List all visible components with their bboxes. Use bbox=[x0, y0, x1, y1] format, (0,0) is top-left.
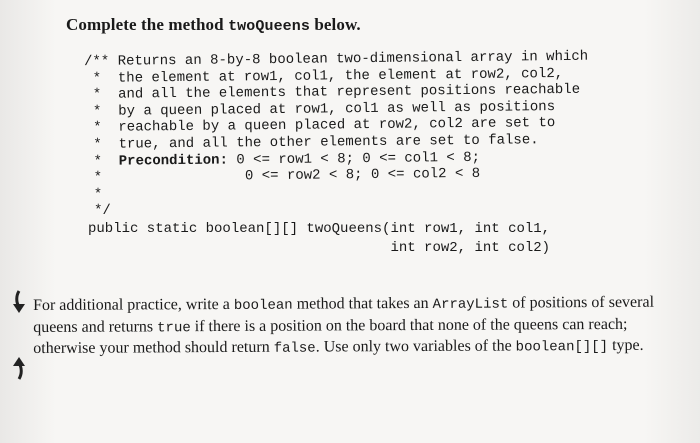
practice-text: of positions of several queens and returns bbox=[33, 293, 655, 336]
practice-text: type. bbox=[608, 336, 644, 354]
comment-line: * 0 <= row2 < 8; 0 <= col2 < 8 bbox=[85, 166, 481, 187]
comment-line: * the element at row1, col1, the element at row2, col2, bbox=[84, 65, 564, 87]
comment-line: */ bbox=[85, 203, 111, 220]
heading-method-name: twoQueens bbox=[228, 18, 310, 35]
arrow-up-icon bbox=[12, 356, 26, 380]
comment-line: * true, and all the other elements are set to false. bbox=[84, 132, 539, 153]
signature-line: public static boolean[][] twoQueens(int row1, int col1, bbox=[88, 221, 551, 237]
comment-line: * and all the elements that represent positions reachable bbox=[84, 81, 581, 104]
practice-code: true bbox=[157, 319, 191, 336]
heading-suffix: below. bbox=[309, 15, 361, 34]
method-signature bbox=[88, 220, 550, 258]
signature-line: int row2, int col2) bbox=[88, 240, 551, 256]
practice-paragraph bbox=[33, 293, 658, 361]
comment-line: * bbox=[85, 186, 120, 203]
comment-line: * by a queen placed at row1, col1 as well as positions bbox=[84, 98, 556, 120]
practice-text: if there is a position on the board that none of the queens can reach; otherwise your method should return bbox=[33, 315, 628, 357]
practice-code: boolean bbox=[233, 297, 293, 314]
practice-text: . Use only two variables of the bbox=[315, 337, 516, 356]
practice-text: method that takes an bbox=[292, 294, 433, 313]
precondition-label: Precondition: bbox=[118, 152, 229, 170]
heading-prefix: Complete the method bbox=[66, 15, 229, 34]
comment-line: * reachable by a queen placed at row2, col2 are set to bbox=[84, 115, 556, 137]
precondition-text: 0 <= row1 < 8; 0 <= col1 < 8; bbox=[227, 149, 481, 169]
practice-code: boolean[][] bbox=[515, 338, 609, 356]
practice-code: false bbox=[273, 340, 316, 357]
practice-text: For additional practice, write a bbox=[33, 295, 234, 314]
exercise-heading bbox=[66, 15, 361, 35]
practice-code: ArrayList bbox=[432, 296, 509, 313]
javadoc-comment bbox=[84, 49, 590, 220]
precondition-line: * Precondition: 0 <= row1 < 8; 0 <= col1 < 8; bbox=[85, 149, 481, 170]
arrow-down-icon bbox=[12, 290, 26, 314]
comment-line: /** Returns an 8-by-8 boolean two-dimensional array in which bbox=[84, 48, 589, 70]
